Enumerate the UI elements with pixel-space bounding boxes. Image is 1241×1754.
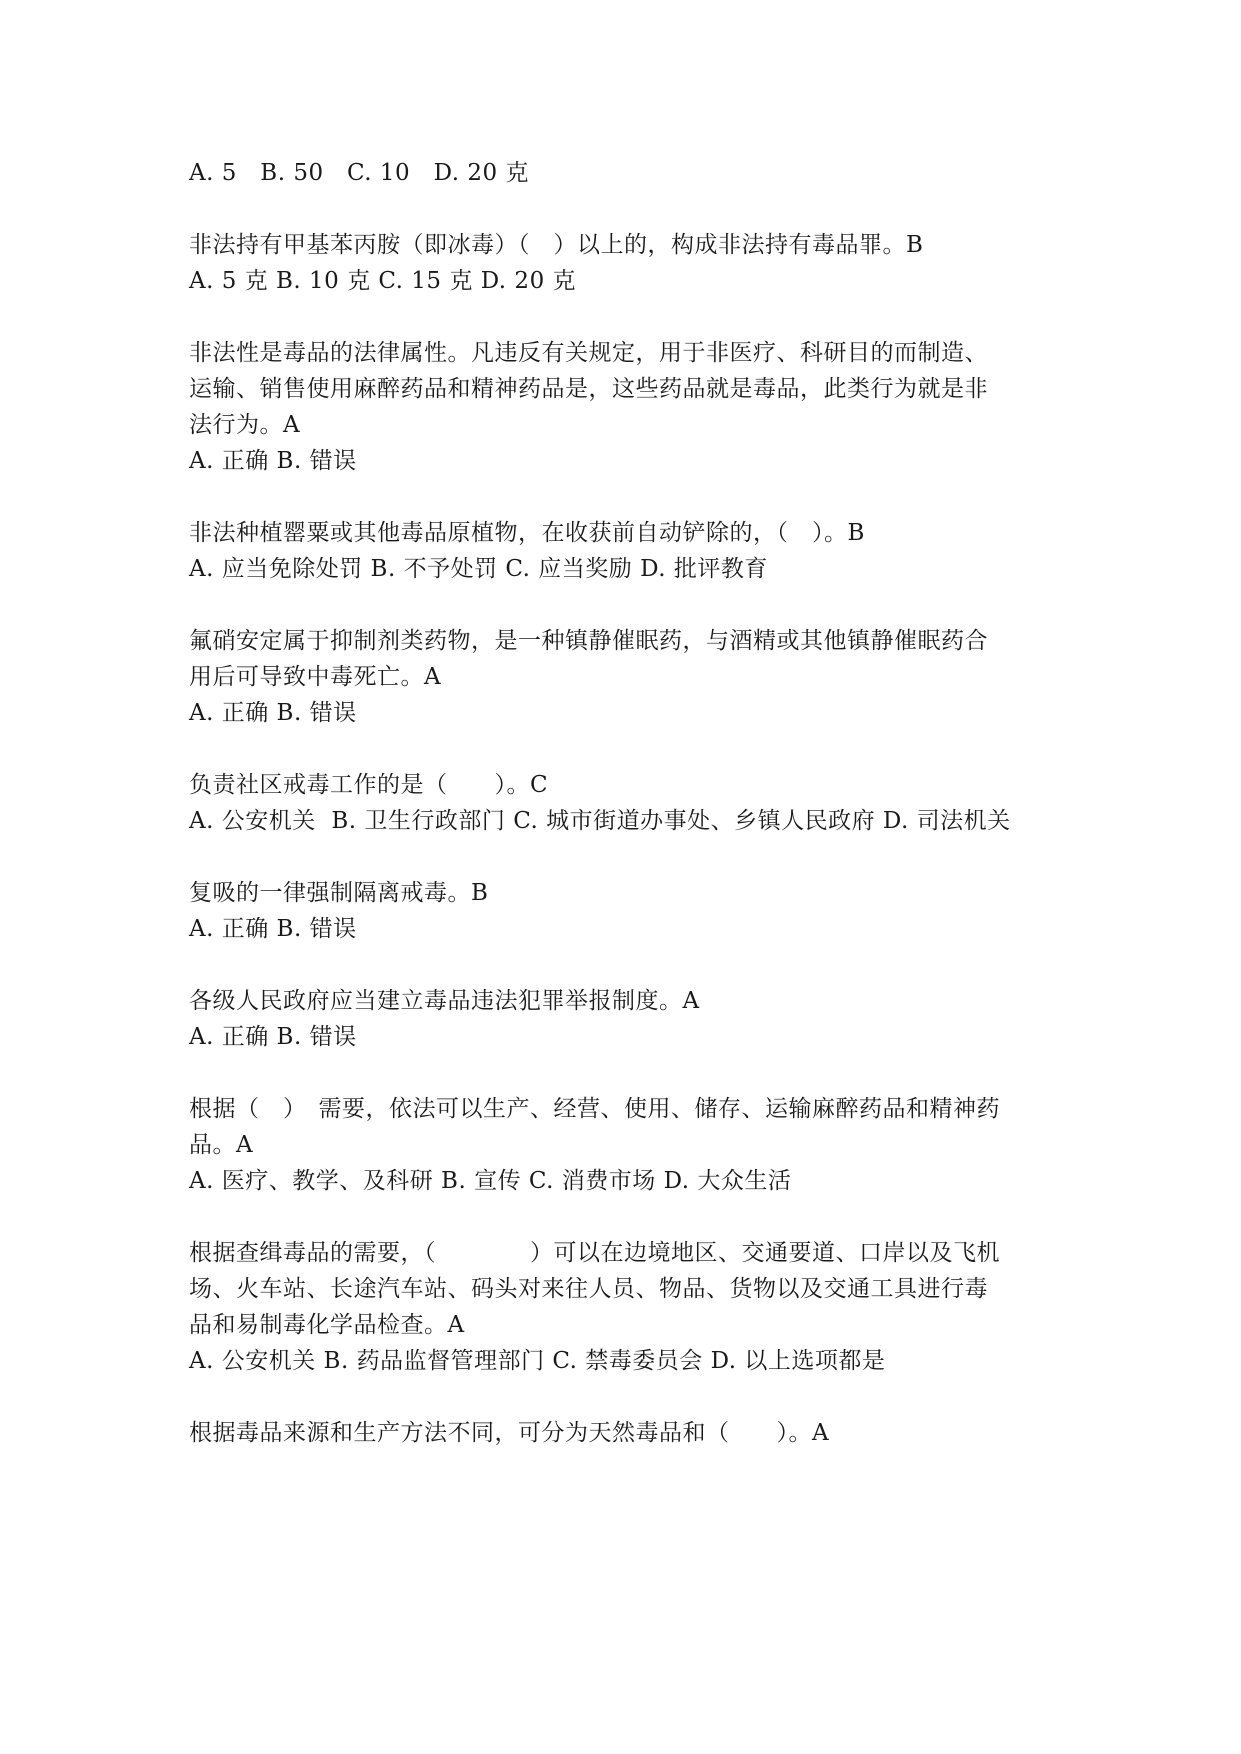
option-line: A. 公安机关 B. 药品监督管理部门 C. 禁毒委员会 D. 以上选项都是 — [189, 1348, 886, 1374]
option-line: A. 正确 B. 错误 — [189, 700, 357, 726]
question-text: 各级人民政府应当建立毒品违法犯罪举报制度。A — [189, 988, 700, 1014]
question-text: 根据（ ） 需要，依法可以生产、经营、使用、储存、运输麻醉药品和精神药 — [189, 1096, 1000, 1122]
option-line: A. 正确 B. 错误 — [189, 1024, 357, 1050]
option-line: A. 公安机关 B. 卫生行政部门 C. 城市街道办事处、乡镇人民政府 D. 司法机关 — [189, 808, 1011, 834]
question-text: 品和易制毒化学品检查。A — [189, 1312, 465, 1338]
option-line: A. 5 B. 50 C. 10 D. 20 克 — [189, 160, 529, 186]
document-page — [189, 0, 1069, 1754]
question-text: 根据查缉毒品的需要，（ ）可以在边境地区、交通要道、口岸以及飞机 — [189, 1240, 1000, 1266]
question-text: 复吸的一律强制隔离戒毒。B — [189, 880, 489, 906]
question-text: 法行为。A — [189, 412, 301, 438]
question-text: 非法种植罂粟或其他毒品原植物，在收获前自动铲除的，（ ）。B — [189, 520, 865, 546]
option-line: A. 正确 B. 错误 — [189, 916, 357, 942]
question-text: 氟硝安定属于抑制剂类药物，是一种镇静催眠药，与酒精或其他镇静催眠药合 — [189, 628, 988, 654]
question-text: 品。A — [189, 1132, 254, 1158]
question-text: 非法性是毒品的法律属性。凡违反有关规定，用于非医疗、科研目的而制造、 — [189, 340, 988, 366]
option-line: A. 医疗、教学、及科研 B. 宣传 C. 消费市场 D. 大众生活 — [189, 1168, 792, 1194]
question-text: 负责社区戒毒工作的是（ ）。C — [189, 772, 549, 798]
option-line: A. 应当免除处罚 B. 不予处罚 C. 应当奖励 D. 批评教育 — [189, 556, 768, 582]
question-text: 场、火车站、长途汽车站、码头对来往人员、物品、货物以及交通工具进行毒 — [189, 1276, 988, 1302]
question-text: 非法持有甲基苯丙胺（即冰毒）（ ）以上的，构成非法持有毒品罪。B — [189, 232, 924, 258]
option-line: A. 5 克 B. 10 克 C. 15 克 D. 20 克 — [189, 268, 577, 294]
option-line: A. 正确 B. 错误 — [189, 448, 357, 474]
question-text: 用后可导致中毒死亡。A — [189, 664, 442, 690]
question-text: 运输、销售使用麻醉药品和精神药品是，这些药品就是毒品，此类行为就是非 — [189, 376, 988, 402]
question-text: 根据毒品来源和生产方法不同，可分为天然毒品和（ ）。A — [189, 1420, 830, 1446]
